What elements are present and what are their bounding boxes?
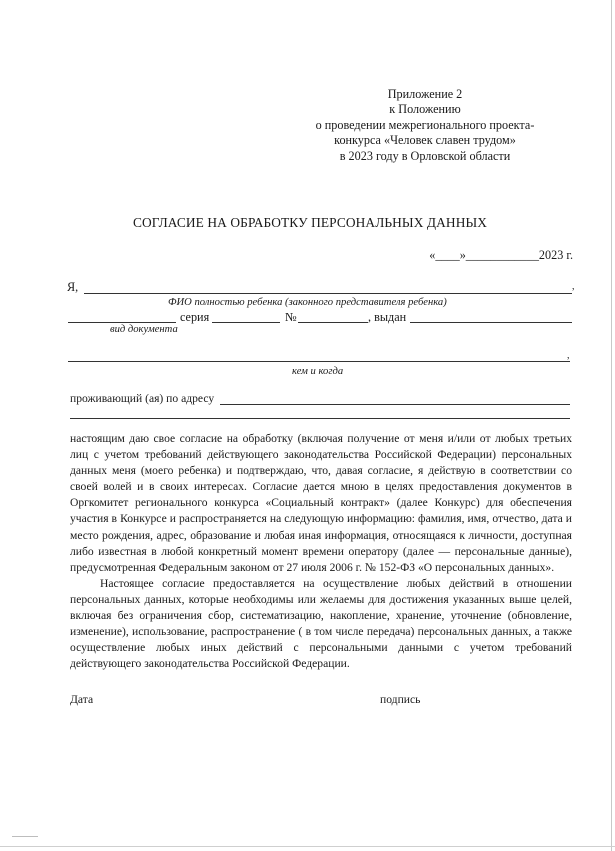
appendix-line: о проведении межрегионального проекта- — [315, 117, 535, 132]
scan-edge — [611, 0, 612, 851]
scan-mark — [12, 836, 38, 837]
number-line — [298, 322, 368, 323]
seriya-label: серия — [180, 310, 210, 324]
appendix-header — [288, 87, 562, 164]
fio-caption: ФИО полностью ребенка (законного представителя ребенка) — [168, 297, 447, 308]
issued-label: , выдан — [368, 310, 407, 324]
date-label: Дата — [70, 693, 94, 706]
issued-by-line — [68, 361, 570, 362]
appendix-line: Приложение 2 — [387, 87, 463, 101]
fio-line — [84, 293, 572, 294]
appendix-line: к Положению — [389, 102, 461, 117]
doc-type-caption: вид документа — [110, 324, 178, 335]
date-field: «____»____________2023 г. — [429, 248, 573, 262]
consent-paragraph: настоящим даю свое согласие на обработку (включая получение от меня и/или от любых третьих лиц с учетом требований действующего законодательства Российской Федерации) персональных данных меня (моего ребенка) и подтверждаю, что, давая согласие, я действую в соответствии со своей волей и в своих интересах. Согласие дается мною в целях предоставления документов в Оргкомитет регионального конкурса «Социальный контракт» (далее Конкурс) для обеспечения участия в Конкурсе и распространяется на следующую информацию: фамилия, имя, отчество, дата и место рождения, адрес, образование и любая иная информация, относящаяся к личности, доступная либо известная в любой конкретный момент времени оператору (далее — персональные данные), предусмотренная Федеральным законом от 27 июля 2006 г. № 152-ФЗ «О персональных данных». — [70, 432, 572, 574]
issued-line — [410, 322, 572, 323]
address-line-2 — [70, 418, 570, 419]
address-line — [220, 404, 570, 405]
appendix-line: конкурса «Человек славен трудом» — [334, 133, 516, 148]
document-title: СОГЛАСИЕ НА ОБРАБОТКУ ПЕРСОНАЛЬНЫХ ДАННЫХ — [132, 215, 488, 230]
address-label: проживающий (ая) по адресу — [70, 392, 215, 405]
doc-type-line — [68, 322, 176, 323]
consent-body — [70, 431, 572, 672]
ya-label: Я, — [67, 280, 79, 294]
number-label: № — [285, 310, 297, 324]
when-caption: кем и когда — [292, 366, 344, 377]
appendix-line: в 2023 году в Орловской области — [339, 148, 511, 163]
seriya-line — [212, 322, 280, 323]
scan-edge — [0, 846, 615, 847]
document-page: Приложение 2 к Положению о проведении межрегионального проекта- конкурса «Человек славен трудом» в 2023 году в Орловской области СОГЛАСИЕ НА ОБРАБОТКУ ПЕРСОНАЛЬНЫХ ДАННЫХ «____»____________2023 г. Я, , ФИО полностью ребенка (законного представителя ребенка) серия № , выдан вид документа , кем и когда проживающий (ая) по адресу настоящим даю свое согласие на обработку (включая получение от меня и/или от любых третьих лиц с учетом требований действующего законодательства Российской Федерации) персональных данных меня (моего ребенка) и подтверждаю, что, давая согласие, я действую в соответствии со своей волей и в своих интересах. Согласие дается мною в целях предоставления документов в Оргкомитет регионального конкурса «Социальный контракт» (далее Конкурс) для обеспечения участия в Конкурсе и распространяется на следующую информацию: фамилия, имя, отчество, дата и место рождения, адрес, образование и любая иная информация, относящаяся к личности, доступная либо известная в любой конкретный момент времени оператору (далее — персональные данные), предусмотренная Федеральным законом от 27 июля 2006 г. № 152-ФЗ «О персональных данных». Настоящее согласие предоставляется на осуществление любых действий в отношении персональных данных, которые необходимы или желаемы для достижения указанных выше целей, включая без ограничения сбор, систематизацию, накопление, хранение, уточнение (обновление, изменение), использование, распространение ( в том числе передача) персональных данных, а также осуществление любых иных действий с персональными данными с учетом требований действующего законодательства Российской Федерации. Дата подпись — [0, 0, 615, 851]
signature-label: подпись — [380, 693, 421, 706]
consent-paragraph: Настоящее согласие предоставляется на осуществление любых действий в отношении персональных данных, которые необходимы или желаемы для достижения указанных выше целей, включая без ограничения сбор, систематизацию, накопление, хранение, уточнение (обновление, изменение), использование, распространение ( в том числе передача) персональных данных, а также осуществление любых иных действий с персональными данными с учетом требований действующего законодательства Российской Федерации. — [70, 576, 572, 671]
